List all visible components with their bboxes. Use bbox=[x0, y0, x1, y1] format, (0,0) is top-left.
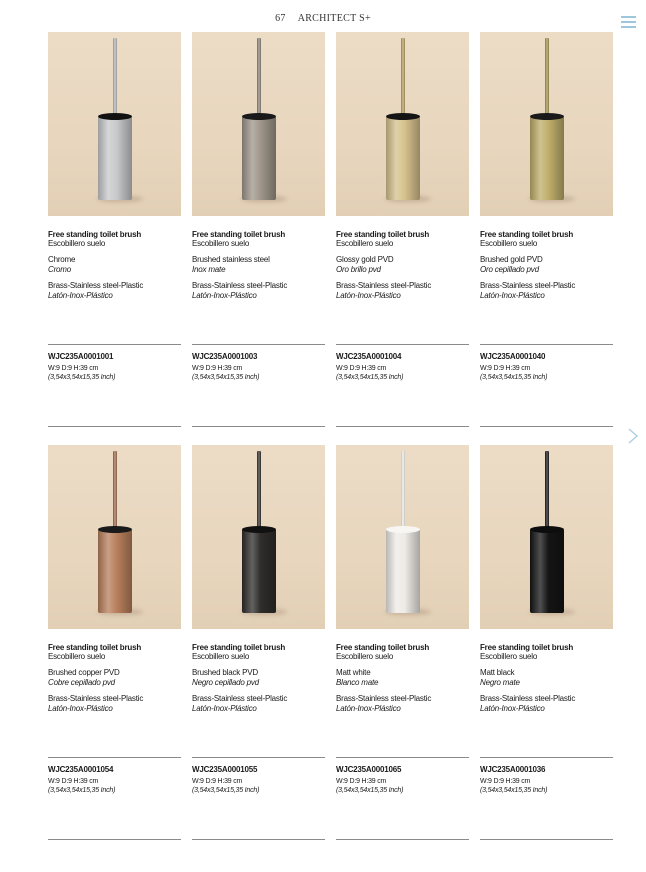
product-title: Free standing toilet brush bbox=[336, 643, 430, 652]
page-number: 67 bbox=[275, 13, 286, 24]
product-card[interactable] bbox=[336, 445, 469, 795]
product-dimensions: W:9 D:9 H:39 cm bbox=[480, 778, 531, 785]
product-card[interactable] bbox=[480, 445, 613, 795]
divider bbox=[48, 839, 181, 840]
product-dimensions-inch: (3,54x3,54x15,35 Inch) bbox=[480, 787, 548, 794]
holder-lid bbox=[98, 526, 132, 533]
holder-lid bbox=[386, 113, 420, 120]
product-photo bbox=[480, 32, 613, 216]
brush-holder bbox=[98, 529, 132, 613]
catalog-title: ARCHITECT S+ bbox=[297, 13, 371, 24]
product-title-es: Escobillero suelo bbox=[192, 652, 250, 661]
product-finish: Brushed stainless steel bbox=[192, 255, 270, 264]
brush-holder bbox=[530, 529, 564, 613]
product-photo bbox=[192, 445, 325, 629]
product-material-es: Latón-Inox-Plástico bbox=[480, 291, 545, 300]
product-material-es: Latón-Inox-Plástico bbox=[48, 704, 113, 713]
product-card[interactable] bbox=[480, 32, 613, 382]
chevron-right-icon[interactable] bbox=[626, 427, 640, 445]
product-finish-es: Oro brillo pvd bbox=[336, 265, 381, 274]
product-dimensions-inch: (3,54x3,54x15,35 Inch) bbox=[48, 787, 116, 794]
brush-holder bbox=[386, 529, 420, 613]
brush-holder bbox=[98, 116, 132, 200]
product-title-es: Escobillero suelo bbox=[48, 652, 106, 661]
product-finish: Matt black bbox=[480, 668, 515, 677]
product-finish-es: Inox mate bbox=[192, 265, 226, 274]
product-dimensions-inch: (3,54x3,54x15,35 Inch) bbox=[336, 787, 404, 794]
product-code: WJC235A0001036 bbox=[480, 765, 546, 774]
brush-handle bbox=[113, 38, 117, 120]
brush-handle bbox=[113, 451, 117, 533]
brush-holder bbox=[242, 529, 276, 613]
divider bbox=[192, 757, 325, 758]
divider bbox=[336, 426, 469, 427]
holder-lid bbox=[530, 526, 564, 533]
holder-lid bbox=[530, 113, 564, 120]
divider bbox=[192, 426, 325, 427]
product-title: Free standing toilet brush bbox=[480, 230, 574, 239]
product-finish-es: Oro cepillado pvd bbox=[480, 265, 539, 274]
product-dimensions: W:9 D:9 H:39 cm bbox=[48, 778, 99, 785]
product-dimensions-inch: (3,54x3,54x15,35 Inch) bbox=[480, 374, 548, 381]
product-code: WJC235A0001004 bbox=[336, 352, 402, 361]
divider bbox=[336, 839, 469, 840]
divider bbox=[480, 839, 613, 840]
holder-lid bbox=[98, 113, 132, 120]
product-material: Brass-Stainless steel-Plastic bbox=[192, 694, 288, 703]
product-finish-es: Cobre cepillado pvd bbox=[48, 678, 115, 687]
product-finish-es: Negro cepillado pvd bbox=[192, 678, 259, 687]
product-material: Brass-Stainless steel-Plastic bbox=[336, 281, 432, 290]
product-material: Brass-Stainless steel-Plastic bbox=[192, 281, 288, 290]
product-card[interactable] bbox=[48, 445, 181, 795]
brush-holder bbox=[242, 116, 276, 200]
product-dimensions: W:9 D:9 H:39 cm bbox=[480, 365, 531, 372]
product-title: Free standing toilet brush bbox=[480, 643, 574, 652]
product-code: WJC235A0001003 bbox=[192, 352, 258, 361]
product-card[interactable] bbox=[336, 32, 469, 382]
product-title: Free standing toilet brush bbox=[192, 230, 286, 239]
product-title-es: Escobillero suelo bbox=[336, 239, 394, 248]
product-photo bbox=[336, 445, 469, 629]
product-title-es: Escobillero suelo bbox=[48, 239, 106, 248]
product-dimensions-inch: (3,54x3,54x15,35 Inch) bbox=[192, 374, 260, 381]
product-code: WJC235A0001040 bbox=[480, 352, 546, 361]
product-material: Brass-Stainless steel-Plastic bbox=[48, 281, 144, 290]
divider bbox=[48, 344, 181, 345]
product-title-es: Escobillero suelo bbox=[480, 239, 538, 248]
product-photo bbox=[336, 32, 469, 216]
divider bbox=[48, 426, 181, 427]
product-finish: Glossy gold PVD bbox=[336, 255, 394, 264]
brush-holder bbox=[530, 116, 564, 200]
product-photo bbox=[192, 32, 325, 216]
product-title: Free standing toilet brush bbox=[48, 230, 142, 239]
divider bbox=[480, 426, 613, 427]
brush-holder bbox=[386, 116, 420, 200]
product-finish: Chrome bbox=[48, 255, 76, 264]
brush-handle bbox=[401, 38, 405, 120]
brush-handle bbox=[545, 38, 549, 120]
brush-handle bbox=[257, 38, 261, 120]
divider bbox=[336, 344, 469, 345]
product-card[interactable] bbox=[192, 445, 325, 795]
product-dimensions-inch: (3,54x3,54x15,35 Inch) bbox=[336, 374, 404, 381]
product-dimensions-inch: (3,54x3,54x15,35 Inch) bbox=[192, 787, 260, 794]
product-material: Brass-Stainless steel-Plastic bbox=[48, 694, 144, 703]
product-dimensions: W:9 D:9 H:39 cm bbox=[336, 778, 387, 785]
divider bbox=[480, 757, 613, 758]
product-material-es: Latón-Inox-Plástico bbox=[336, 704, 401, 713]
brush-handle bbox=[257, 451, 261, 533]
product-finish: Brushed gold PVD bbox=[480, 255, 543, 264]
product-code: WJC235A0001065 bbox=[336, 765, 402, 774]
brush-handle bbox=[401, 451, 405, 533]
hamburger-menu-icon[interactable] bbox=[621, 16, 636, 29]
product-material: Brass-Stainless steel-Plastic bbox=[480, 281, 576, 290]
product-code: WJC235A0001001 bbox=[48, 352, 114, 361]
product-material: Brass-Stainless steel-Plastic bbox=[480, 694, 576, 703]
divider bbox=[48, 757, 181, 758]
product-dimensions: W:9 D:9 H:39 cm bbox=[192, 365, 243, 372]
divider bbox=[336, 757, 469, 758]
holder-lid bbox=[386, 526, 420, 533]
product-title-es: Escobillero suelo bbox=[336, 652, 394, 661]
product-material-es: Latón-Inox-Plástico bbox=[192, 291, 257, 300]
product-material-es: Latón-Inox-Plástico bbox=[480, 704, 545, 713]
holder-lid bbox=[242, 113, 276, 120]
product-card[interactable] bbox=[48, 32, 181, 382]
product-code: WJC235A0001055 bbox=[192, 765, 258, 774]
product-dimensions-inch: (3,54x3,54x15,35 Inch) bbox=[48, 374, 116, 381]
product-title-es: Escobillero suelo bbox=[480, 652, 538, 661]
product-finish-es: Cromo bbox=[48, 265, 72, 274]
product-title: Free standing toilet brush bbox=[192, 643, 286, 652]
product-dimensions: W:9 D:9 H:39 cm bbox=[48, 365, 99, 372]
product-finish-es: Negro mate bbox=[480, 678, 520, 687]
divider bbox=[480, 344, 613, 345]
product-material-es: Latón-Inox-Plástico bbox=[192, 704, 257, 713]
product-photo bbox=[48, 445, 181, 629]
product-material-es: Latón-Inox-Plástico bbox=[48, 291, 113, 300]
divider bbox=[192, 839, 325, 840]
product-finish: Brushed black PVD bbox=[192, 668, 258, 677]
product-finish: Brushed copper PVD bbox=[48, 668, 120, 677]
product-dimensions: W:9 D:9 H:39 cm bbox=[336, 365, 387, 372]
product-code: WJC235A0001054 bbox=[48, 765, 114, 774]
page-header bbox=[0, 13, 646, 24]
product-title-es: Escobillero suelo bbox=[192, 239, 250, 248]
product-finish-es: Blanco mate bbox=[336, 678, 379, 687]
product-dimensions: W:9 D:9 H:39 cm bbox=[192, 778, 243, 785]
product-photo bbox=[480, 445, 613, 629]
product-material: Brass-Stainless steel-Plastic bbox=[336, 694, 432, 703]
brush-handle bbox=[545, 451, 549, 533]
divider bbox=[192, 344, 325, 345]
product-title: Free standing toilet brush bbox=[336, 230, 430, 239]
product-photo bbox=[48, 32, 181, 216]
holder-lid bbox=[242, 526, 276, 533]
product-title: Free standing toilet brush bbox=[48, 643, 142, 652]
product-finish: Matt white bbox=[336, 668, 371, 677]
product-material-es: Latón-Inox-Plástico bbox=[336, 291, 401, 300]
product-card[interactable] bbox=[192, 32, 325, 382]
